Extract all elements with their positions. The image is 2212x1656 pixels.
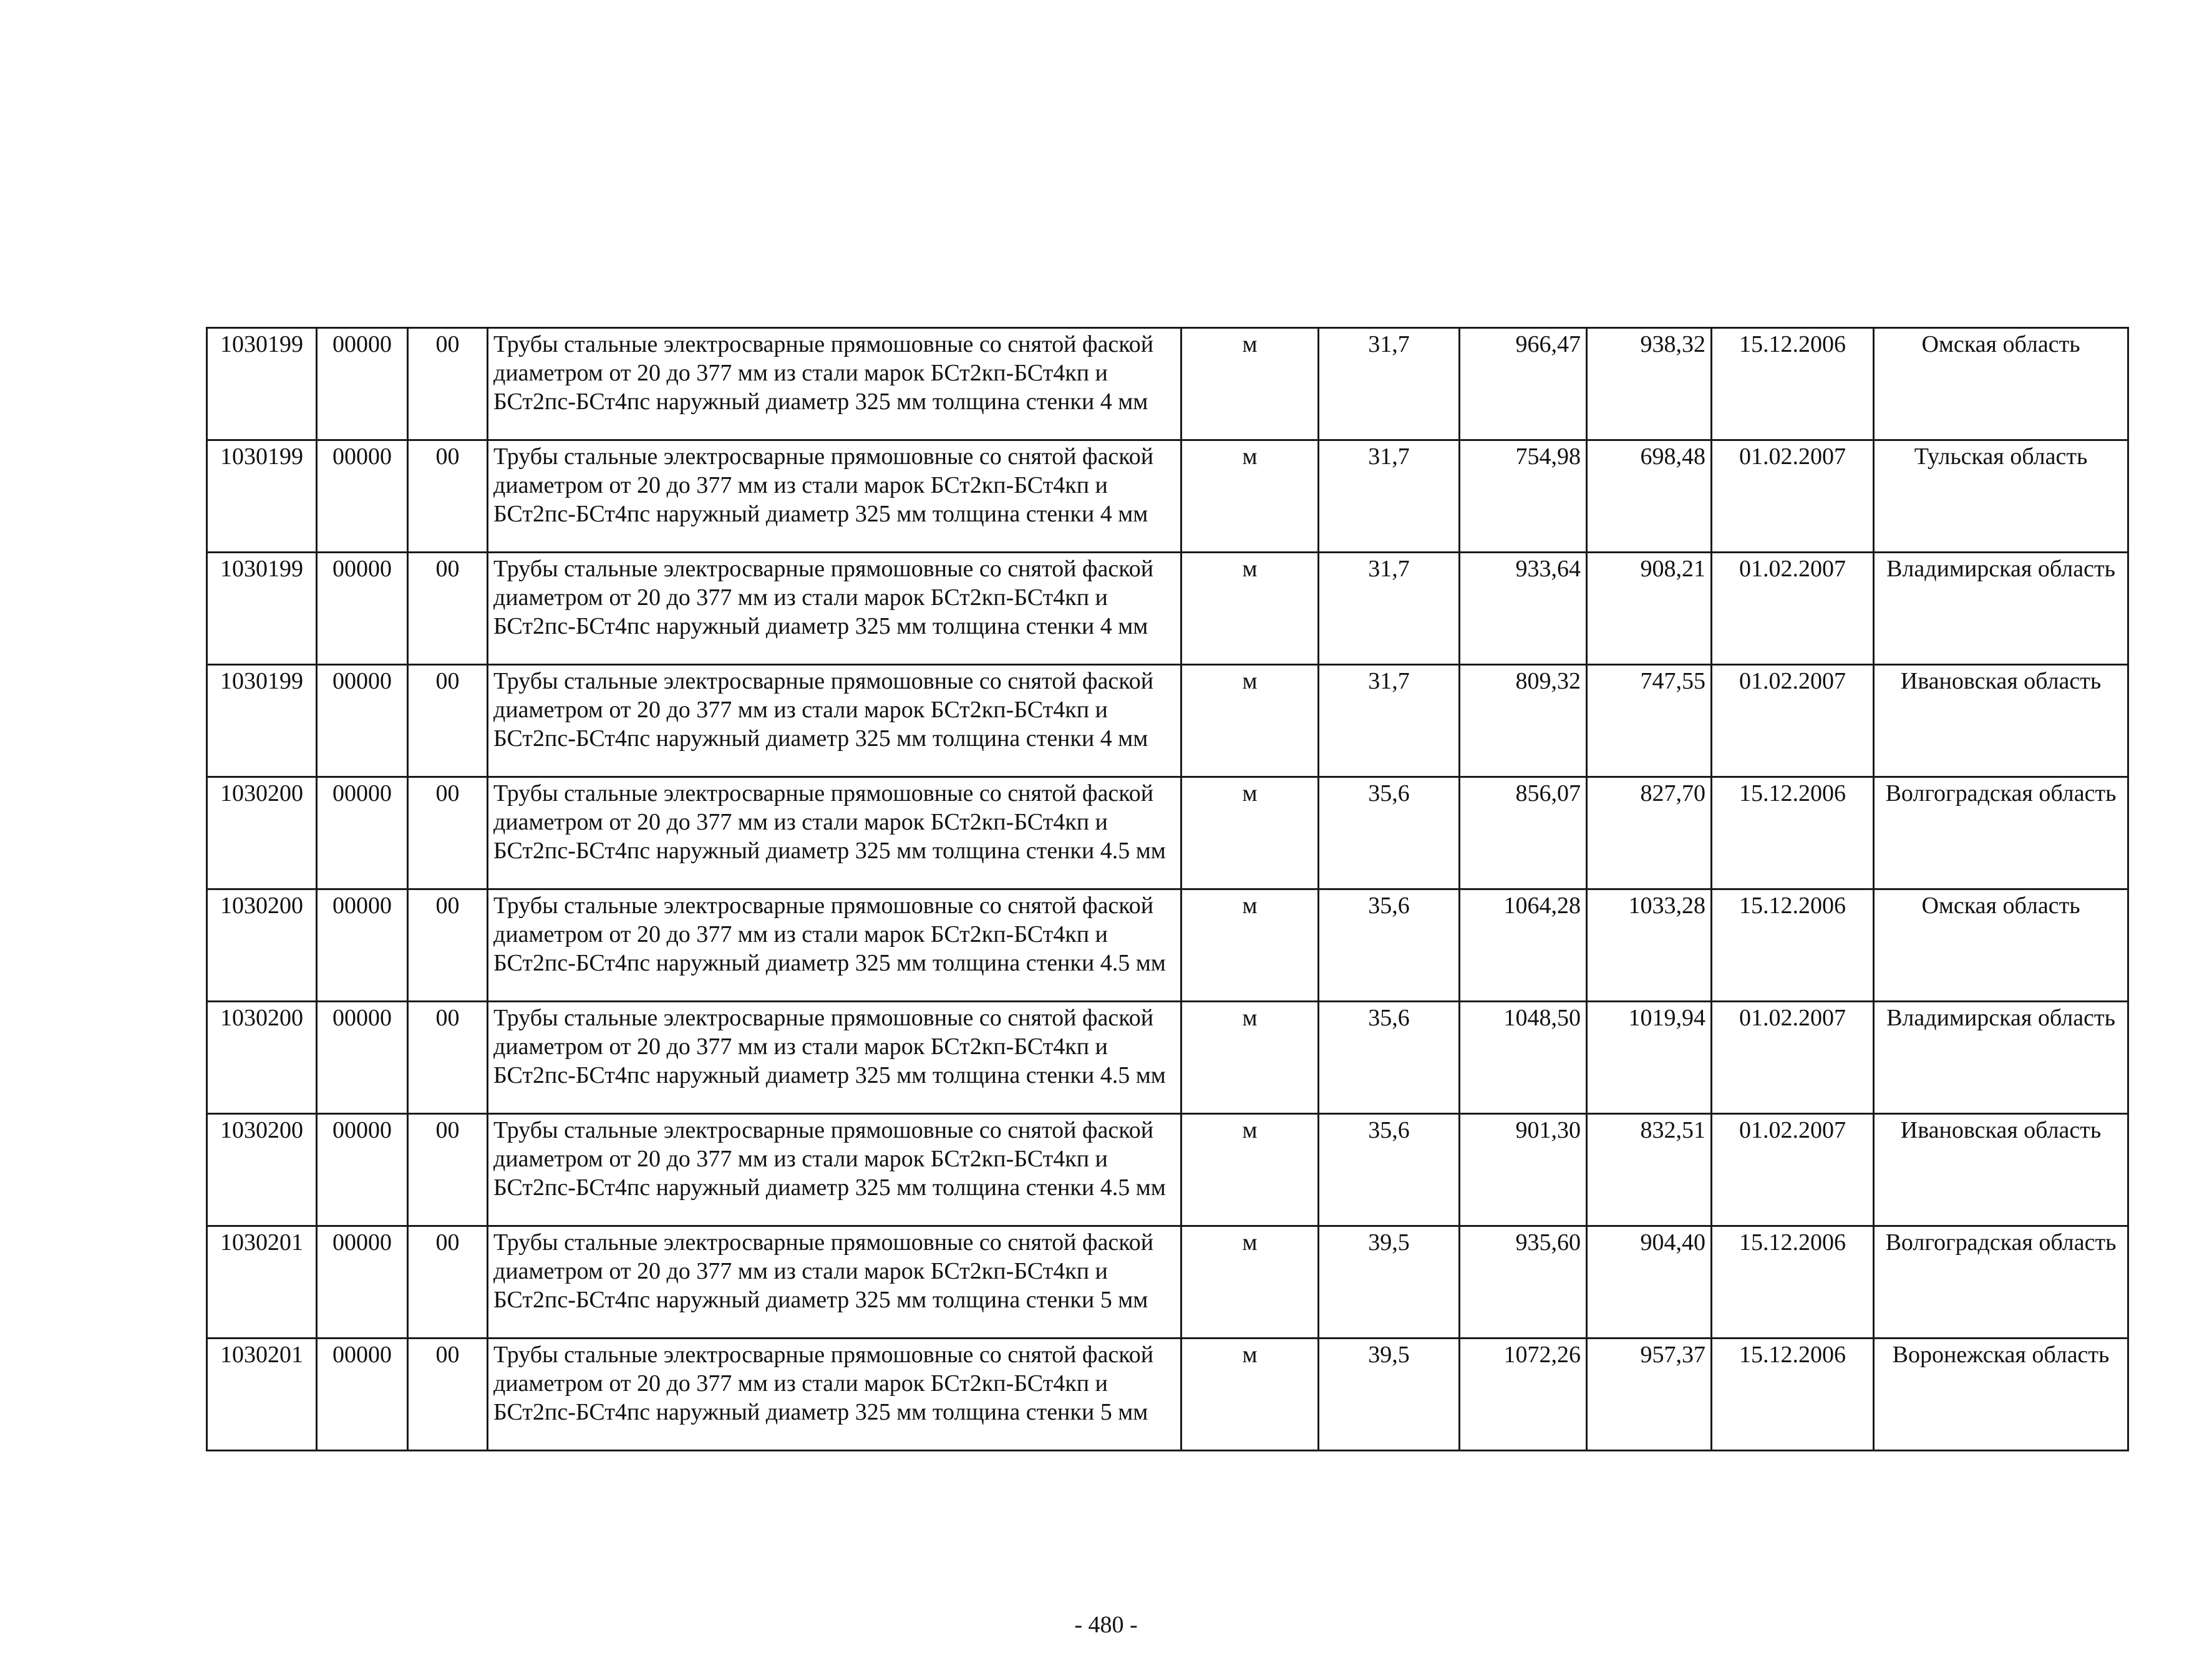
table-body bbox=[207, 328, 2128, 1451]
cell-price-1: 901,30 bbox=[1460, 1114, 1587, 1226]
cell-sub-code-2: 00 bbox=[408, 1114, 488, 1226]
cell-price-1: 1072,26 bbox=[1460, 1339, 1587, 1451]
cell-sub-code: 00000 bbox=[317, 1339, 408, 1451]
cell-unit: м bbox=[1181, 440, 1319, 553]
cell-code: 1030199 bbox=[207, 553, 317, 665]
cell-code: 1030199 bbox=[207, 328, 317, 440]
cell-region: Воронежская область bbox=[1874, 1339, 2128, 1451]
cell-sub-code: 00000 bbox=[317, 440, 408, 553]
cell-date: 15.12.2006 bbox=[1712, 328, 1874, 440]
cell-sub-code: 00000 bbox=[317, 328, 408, 440]
cell-sub-code-2: 00 bbox=[408, 1002, 488, 1114]
table-row bbox=[207, 777, 2128, 889]
cell-price-2: 1033,28 bbox=[1587, 889, 1712, 1002]
cell-description: Трубы стальные электросварные прямошовные со снятой фаской диаметром от 20 до 377 мм из стали марок БСт2кп-БСт4кп и БСт2пс-БСт4пс наружный диаметр 325 мм толщина стенки 4 мм bbox=[488, 553, 1181, 665]
table-row bbox=[207, 889, 2128, 1002]
cell-sub-code-2: 00 bbox=[408, 1226, 488, 1339]
cell-sub-code: 00000 bbox=[317, 1114, 408, 1226]
cell-date: 01.02.2007 bbox=[1712, 665, 1874, 777]
cell-sub-code-2: 00 bbox=[408, 440, 488, 553]
cell-price-2: 908,21 bbox=[1587, 553, 1712, 665]
cell-unit: м bbox=[1181, 1002, 1319, 1114]
cell-sub-code-2: 00 bbox=[408, 1339, 488, 1451]
cell-weight: 39,5 bbox=[1319, 1339, 1460, 1451]
cell-price-2: 747,55 bbox=[1587, 665, 1712, 777]
cell-region: Омская область bbox=[1874, 328, 2128, 440]
cell-sub-code: 00000 bbox=[317, 553, 408, 665]
cell-price-1: 935,60 bbox=[1460, 1226, 1587, 1339]
cell-date: 15.12.2006 bbox=[1712, 1226, 1874, 1339]
cell-weight: 35,6 bbox=[1319, 889, 1460, 1002]
cell-sub-code: 00000 bbox=[317, 1226, 408, 1339]
cell-date: 01.02.2007 bbox=[1712, 1002, 1874, 1114]
cell-description: Трубы стальные электросварные прямошовные со снятой фаской диаметром от 20 до 377 мм из стали марок БСт2кп-БСт4кп и БСт2пс-БСт4пс наружный диаметр 325 мм толщина стенки 4.5 мм bbox=[488, 889, 1181, 1002]
cell-code: 1030200 bbox=[207, 1114, 317, 1226]
table-row bbox=[207, 1002, 2128, 1114]
cell-price-1: 1048,50 bbox=[1460, 1002, 1587, 1114]
cell-code: 1030199 bbox=[207, 440, 317, 553]
cell-unit: м bbox=[1181, 553, 1319, 665]
cell-price-2: 1019,94 bbox=[1587, 1002, 1712, 1114]
cell-description: Трубы стальные электросварные прямошовные со снятой фаской диаметром от 20 до 377 мм из стали марок БСт2кп-БСт4кп и БСт2пс-БСт4пс наружный диаметр 325 мм толщина стенки 4 мм bbox=[488, 665, 1181, 777]
cell-region: Волгоградская область bbox=[1874, 777, 2128, 889]
cell-region: Владимирская область bbox=[1874, 553, 2128, 665]
cell-price-2: 827,70 bbox=[1587, 777, 1712, 889]
cell-unit: м bbox=[1181, 665, 1319, 777]
cell-sub-code-2: 00 bbox=[408, 328, 488, 440]
cell-description: Трубы стальные электросварные прямошовные со снятой фаской диаметром от 20 до 377 мм из стали марок БСт2кп-БСт4кп и БСт2пс-БСт4пс наружный диаметр 325 мм толщина стенки 4 мм bbox=[488, 328, 1181, 440]
cell-date: 15.12.2006 bbox=[1712, 889, 1874, 1002]
cell-code: 1030199 bbox=[207, 665, 317, 777]
cell-sub-code: 00000 bbox=[317, 665, 408, 777]
cell-sub-code: 00000 bbox=[317, 1002, 408, 1114]
cell-date: 01.02.2007 bbox=[1712, 1114, 1874, 1226]
cell-date: 01.02.2007 bbox=[1712, 440, 1874, 553]
cell-price-2: 832,51 bbox=[1587, 1114, 1712, 1226]
cell-description: Трубы стальные электросварные прямошовные со снятой фаской диаметром от 20 до 377 мм из стали марок БСт2кп-БСт4кп и БСт2пс-БСт4пс наружный диаметр 325 мм толщина стенки 5 мм bbox=[488, 1339, 1181, 1451]
cell-price-1: 933,64 bbox=[1460, 553, 1587, 665]
page-number: - 480 - bbox=[1074, 1612, 1138, 1638]
cell-price-1: 966,47 bbox=[1460, 328, 1587, 440]
cell-weight: 39,5 bbox=[1319, 1226, 1460, 1339]
cell-unit: м bbox=[1181, 328, 1319, 440]
cell-region: Тульская область bbox=[1874, 440, 2128, 553]
cell-date: 15.12.2006 bbox=[1712, 1339, 1874, 1451]
cell-region: Ивановская область bbox=[1874, 665, 2128, 777]
cell-weight: 31,7 bbox=[1319, 328, 1460, 440]
cell-price-1: 856,07 bbox=[1460, 777, 1587, 889]
cell-unit: м bbox=[1181, 1226, 1319, 1339]
cell-unit: м bbox=[1181, 1339, 1319, 1451]
cell-weight: 35,6 bbox=[1319, 1114, 1460, 1226]
cell-weight: 35,6 bbox=[1319, 1002, 1460, 1114]
cell-code: 1030200 bbox=[207, 1002, 317, 1114]
cell-description: Трубы стальные электросварные прямошовные со снятой фаской диаметром от 20 до 377 мм из стали марок БСт2кп-БСт4кп и БСт2пс-БСт4пс наружный диаметр 325 мм толщина стенки 4 мм bbox=[488, 440, 1181, 553]
cell-price-1: 1064,28 bbox=[1460, 889, 1587, 1002]
cell-date: 15.12.2006 bbox=[1712, 777, 1874, 889]
table-row bbox=[207, 665, 2128, 777]
cell-sub-code-2: 00 bbox=[408, 889, 488, 1002]
cell-unit: м bbox=[1181, 1114, 1319, 1226]
table-row bbox=[207, 1114, 2128, 1226]
cell-sub-code-2: 00 bbox=[408, 665, 488, 777]
cell-sub-code: 00000 bbox=[317, 777, 408, 889]
cell-description: Трубы стальные электросварные прямошовные со снятой фаской диаметром от 20 до 377 мм из стали марок БСт2кп-БСт4кп и БСт2пс-БСт4пс наружный диаметр 325 мм толщина стенки 4.5 мм bbox=[488, 1114, 1181, 1226]
cell-price-2: 904,40 bbox=[1587, 1226, 1712, 1339]
cell-sub-code-2: 00 bbox=[408, 553, 488, 665]
cell-code: 1030201 bbox=[207, 1339, 317, 1451]
table-row bbox=[207, 1339, 2128, 1451]
cell-code: 1030201 bbox=[207, 1226, 317, 1339]
price-table bbox=[206, 327, 2129, 1451]
table-row bbox=[207, 440, 2128, 553]
cell-region: Владимирская область bbox=[1874, 1002, 2128, 1114]
cell-weight: 35,6 bbox=[1319, 777, 1460, 889]
table-row bbox=[207, 328, 2128, 440]
cell-price-2: 698,48 bbox=[1587, 440, 1712, 553]
cell-description: Трубы стальные электросварные прямошовные со снятой фаской диаметром от 20 до 377 мм из стали марок БСт2кп-БСт4кп и БСт2пс-БСт4пс наружный диаметр 325 мм толщина стенки 4.5 мм bbox=[488, 1002, 1181, 1114]
cell-unit: м bbox=[1181, 889, 1319, 1002]
cell-region: Ивановская область bbox=[1874, 1114, 2128, 1226]
cell-description: Трубы стальные электросварные прямошовные со снятой фаской диаметром от 20 до 377 мм из стали марок БСт2кп-БСт4кп и БСт2пс-БСт4пс наружный диаметр 325 мм толщина стенки 5 мм bbox=[488, 1226, 1181, 1339]
cell-price-2: 938,32 bbox=[1587, 328, 1712, 440]
cell-region: Волгоградская область bbox=[1874, 1226, 2128, 1339]
cell-weight: 31,7 bbox=[1319, 440, 1460, 553]
table-row bbox=[207, 553, 2128, 665]
cell-weight: 31,7 bbox=[1319, 553, 1460, 665]
cell-sub-code: 00000 bbox=[317, 889, 408, 1002]
cell-code: 1030200 bbox=[207, 777, 317, 889]
cell-price-2: 957,37 bbox=[1587, 1339, 1712, 1451]
cell-weight: 31,7 bbox=[1319, 665, 1460, 777]
cell-sub-code-2: 00 bbox=[408, 777, 488, 889]
cell-price-1: 754,98 bbox=[1460, 440, 1587, 553]
cell-code: 1030200 bbox=[207, 889, 317, 1002]
cell-region: Омская область bbox=[1874, 889, 2128, 1002]
cell-date: 01.02.2007 bbox=[1712, 553, 1874, 665]
cell-unit: м bbox=[1181, 777, 1319, 889]
table-row bbox=[207, 1226, 2128, 1339]
cell-description: Трубы стальные электросварные прямошовные со снятой фаской диаметром от 20 до 377 мм из стали марок БСт2кп-БСт4кп и БСт2пс-БСт4пс наружный диаметр 325 мм толщина стенки 4.5 мм bbox=[488, 777, 1181, 889]
cell-price-1: 809,32 bbox=[1460, 665, 1587, 777]
